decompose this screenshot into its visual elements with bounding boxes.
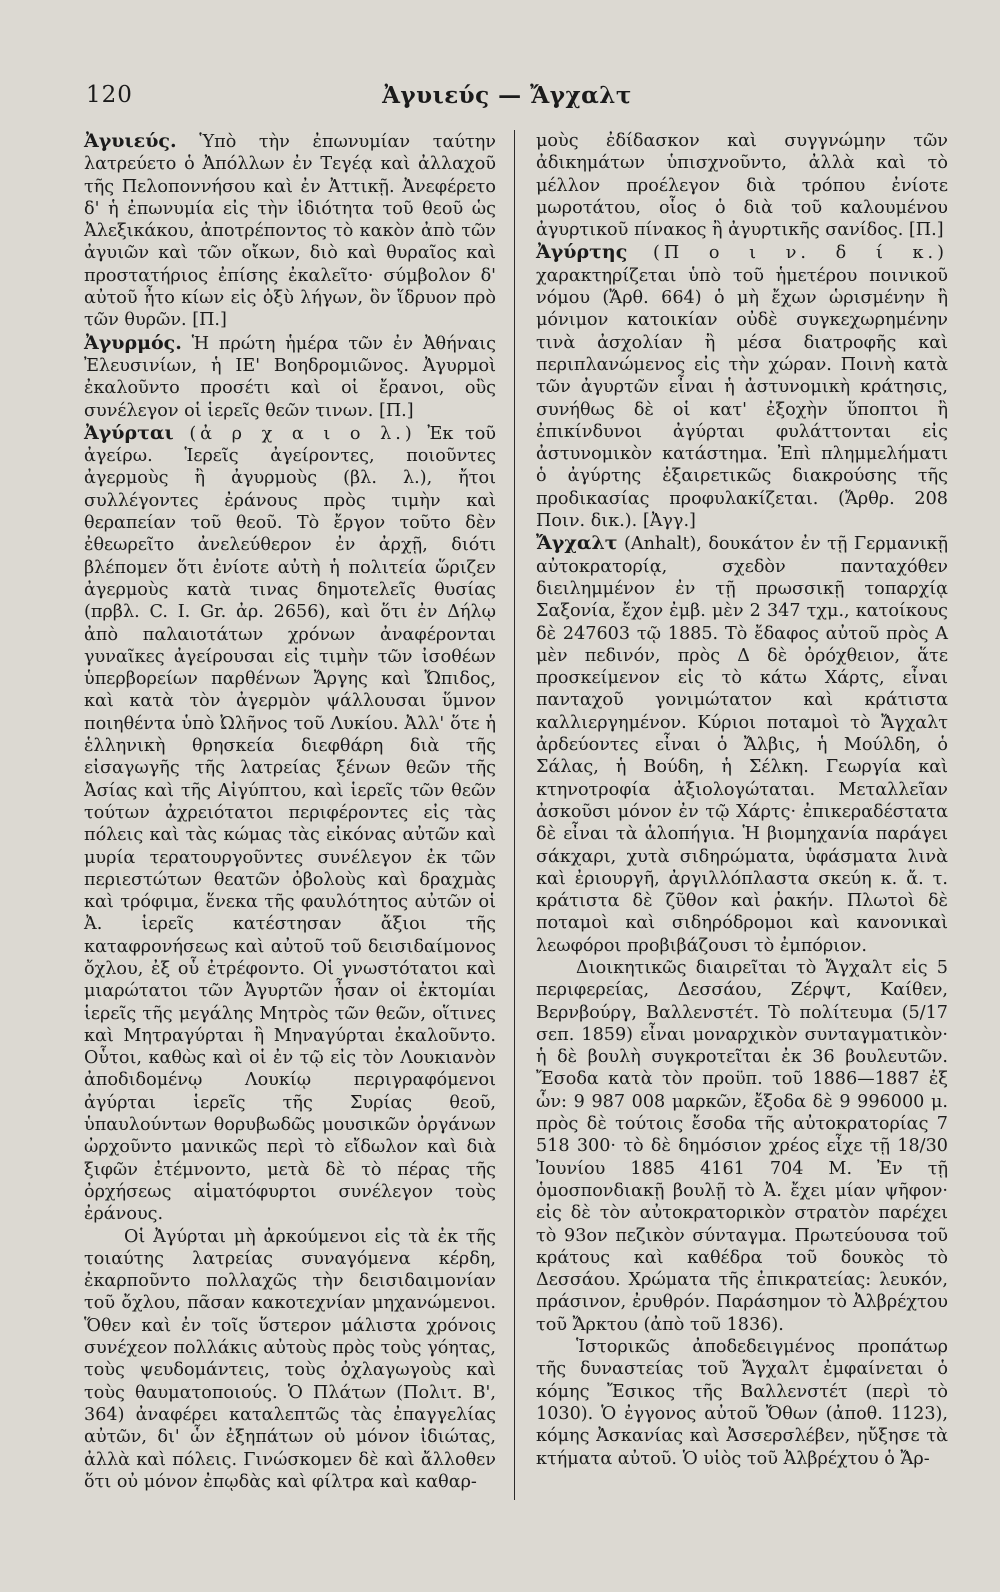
- entry-category: (ἀ ρ χ α ι ο λ.): [173, 423, 416, 444]
- right-column: [536, 130, 948, 1470]
- entry-paragraph: [536, 957, 948, 1336]
- entry-paragraph: [84, 332, 496, 422]
- entry-paragraph: [84, 422, 496, 1226]
- entry-text: Ἱστορικῶς ἀποδεδειγμένος προπάτωρ τῆς δυναστείας τοῦ Ἄγχαλτ ἐμφαίνεται ὁ κόμης Ἔσικος τῆς Βαλλενστέτ (περὶ τὸ 1030). Ὁ ἐγγονος αὐτοῦ Ὄθων (ἀποθ. 1123), κόμης Ἀσκανίας καὶ Ἀσσερσλέβεν, ηὔξησε τὰ κτήματα αὐτοῦ. Ὁ υἱὸς τοῦ Ἀλβρέχτου ὁ Ἄρ-: [536, 1337, 948, 1469]
- entry-text: Οἱ Ἀγύρται μὴ ἀρκούμενοι εἰς τὰ ἐκ τῆς τοιαύτης λατρείας συναγόμενα κέρδη, ἐκαρποῦντο πολλαχῶς τὴν δεισιδαιμονίαν τοῦ ὄχλου, πᾶσαν κακοτεχνίαν μηχανώμενοι. Ὅθεν καὶ ἐν τοῖς ὕστερον μάλιστα χρόνοις συνέχεον πολλάκις αὐτοὺς πρὸς τοὺς γόητας, τοὺς ψευδομάντεις, τοὺς ὀχλαγωγοὺς καὶ τοὺς θαυματοποιούς. Ὁ Πλάτων (Πολιτ. Β', 364) ἀναφέρει καταλεπτῶς τὰς ἐπαγγελίας αὐτῶν, δι' ὧν ἐξηπάτων οὐ μόνον ἰδιώτας, ἀλλὰ καὶ πόλεις. Γινώσκομεν δὲ καὶ ἄλλοθεν ὅτι οὐ μόνον ἐπῳδὰς καὶ φίλτρα καὶ καθαρ-: [84, 1226, 496, 1492]
- entry-paragraph: [536, 532, 948, 957]
- entry-headword: Ἄγχαλτ: [536, 532, 618, 555]
- page-number: 120: [86, 82, 133, 108]
- entry-paragraph: [536, 241, 948, 532]
- entry-headword: Ἀγυρμός.: [84, 331, 182, 354]
- entry-headword: Ἀγυιεύς.: [84, 130, 177, 152]
- column-divider: [514, 130, 515, 1500]
- entry-text: Διοικητικῶς διαιρεῖται τὸ Ἄγχαλτ εἰς 5 περιφερείας, Δεσσάου, Ζέρψτ, Καίθεν, Βερνβούργ, Βαλλενστέτ. Τὸ πολίτευμα (5/17 σεπ. 1859) εἶναι μοναρχικὸν συνταγματικὸν· ἡ δὲ βουλὴ συγκροτεῖται ἐκ 36 βουλευτῶν. Ἔσοδα κατὰ τὸν προϋπ. τοῦ 1886—1887 ἐξ ὧν: 9 987 008 μαρκῶν, ἔξοδα δὲ 9 996000 μ. πρὸς δὲ τούτοις ἔσοδα τῆς αὐτοκρατορίας 7 518 300· τὸ δὲ δημόσιον χρέος εἶχε τῇ 18/30 Ἰουνίου 1885 4161 704 Μ. Ἐν τῇ ὁμοσπονδιακῇ βουλῇ τὸ Ἀ. ἔχει μίαν ψῆφον· εἰς δὲ τὸν αὐτοκρατορικὸν στρατὸν παρέχει τὸ 93ον πεζικὸν σύνταγμα. Πρωτεύουσα τοῦ κράτους καὶ καθέδρα τοῦ δουκὸς τὸ Δεσσάου. Χρώματα τῆς ἐπικρατείας: λευκόν, πράσινον, ἐρυθρόν. Παράσημον τὸ Ἀλβρέχτου τοῦ Ἄρκτου (ἀπὸ τοῦ 1836).: [536, 957, 948, 1335]
- entry-category: (Π ο ι ν. δ ί κ.): [627, 243, 948, 264]
- entry-headword: Ἀγύρτης: [536, 241, 628, 264]
- entry-headword: Ἀγύρται: [84, 421, 174, 444]
- text-columns: [84, 130, 949, 1570]
- entry-text: Ἡ πρώτη ἡμέρα τῶν ἐν Ἀθήναις Ἐλευσινίων, ἡ ΙΕ' Βοηδρομιῶνος. Ἀγυρμοὶ ἐκαλοῦντο προσέτι καὶ οἱ ἔρανοι, οὓς συνέλεγον οἱ ἱερεῖς θεῶν τινων. [Π.]: [84, 333, 496, 421]
- running-head: Ἀγυιεύς — Ἄγχαλτ: [382, 82, 632, 109]
- entry-text: δουκάτον ἐν τῇ Γερμανικῇ αὐτοκρατορίᾳ, σχεδὸν πανταχόθεν διειλημμένον ἐν τῇ πρωσσικῇ τοπαρχίᾳ Σαξονία, ἔχον ἐμβ. μὲν 2 347 τχμ., κατοίκους δὲ 247603 τῷ 1885. Τὸ ἔδαφος αὐτοῦ πρὸς Α μὲν πεδινόν, πρὸς Δ δὲ ὀρόχθειον, ἅτε προσκείμενον εἰς τὸ κάτω Χάρτς, εἶναι πανταχοῦ γονιμώτατον καὶ κράτιστα καλλιεργημένον. Κύριοι ποταμοὶ τὸ Ἄγχαλτ ἀρδεύοντες εἶναι ὁ Ἄλβις, ἡ Μούλδη, ὁ Σάλας, ἡ Βούδη, ἡ Σέλκη. Γεωργία καὶ κτηνοτροφία ἀξιολογώταται. Μεταλλεῖαν ἀσκοῦσι μόνον ἐν τῷ Χάρτς· ἐπικεραδέστατα δὲ εἶναι τὰ ἁλοπήγια. Ἡ βιομηχανία παράγει σάκχαρι, χυτὰ σιδηρώματα, ὑφάσματα λινὰ καὶ ἐριουργῆ, ἀργιλλόπλαστα σκεύη κ. ἄ. τ. κράτιστα δὲ ζῦθον καὶ ῥακήν. Πλωτοὶ δὲ ποταμοὶ καὶ σιδηρόδρομοι καὶ κανονικαὶ λεωφόροι προβιβάζουσι τὸ ἐμπόριον.: [536, 534, 949, 956]
- entry-paragraph: [84, 130, 496, 332]
- entry-paragraph: [84, 1226, 496, 1494]
- entry-gloss: (Anhalt),: [617, 534, 702, 555]
- entry-paragraph: [536, 1336, 948, 1470]
- entry-text: μοὺς ἐδίδασκον καὶ συγγνώμην τῶν ἀδικημάτων ὑπισχνοῦντο, ἀλλὰ καὶ τὸ μέλλον προέλεγον διὰ τρόπου ἐνίοτε μωροτάτου, οἷος ὁ διὰ τοῦ καλουμένου ἀγυρτικοῦ πίνακος ἢ ἀγυρτικῆς σανίδος. [Π.]: [536, 131, 948, 241]
- entry-text: Ἐκ τοῦ ἀγείρω. Ἱερεῖς ἀγείροντες, ποιοῦντες ἀγερμοὺς ἢ ἀγυρμοὺς (βλ. λ.), ἤτοι συλλέγοντες ἐράνους πρὸς τιμὴν καὶ θεραπείαν τοῦ θεοῦ. Τὸ ἔργον τοῦτο δὲν ἐθεωρεῖτο ἀνελεύθερον ἐν ἀρχῇ, διότι βλέπομεν ὅτι ἐνίοτε αὐτὴ ἡ πολιτεία ὥριζεν ἀγερμοὺς κατὰ τινας δημοτελεῖς θυσίας (πρβλ. C. I. Gr. ἀρ. 2656), καὶ ὅτι ἐν Δήλῳ ἀπὸ παλαιοτάτων χρόνων ἀναφέρονται γυναῖκες ἀγείρουσαι εἰς τιμὴν τῶν ἰσοθέων ὑπερβορείων παρθένων Ἄργης καὶ Ὤπιδος, καὶ κατὰ τὸν ἀγερμὸν ψάλλουσαι ὕμνον ποιηθέντα ὑπὸ Ὠλῆνος τοῦ Λυκίου. Ἀλλ' ὅτε ἡ ἑλληνικὴ θρησκεία διεφθάρη διὰ τῆς εἰσαγωγῆς τῆς λατρείας ξένων θεῶν τῆς Ἀσίας καὶ τῆς Αἰγύπτου, καὶ ἱερεῖς τῶν θεῶν τούτων ἀχρειότατοι περιφέροντες εἰς τὰς πόλεις καὶ τὰς κώμας τὰς εἰκόνας αὐτῶν καὶ μυρία τερατουργοῦντες συνέλεγον ἐκ τῶν περιεστώτων θεατῶν ὀβολοὺς καὶ δραχμὰς καὶ τρόφιμα, ἕνεκα τῆς φαυλότητος αὐτῶν οἱ Ἀ. ἱερεῖς κατέστησαν ἄξιοι τῆς καταφρονήσεως καὶ αὐτοῦ τοῦ δεισιδαίμονος ὄχλου, ἐξ οὗ ἐτρέφοντο. Οἱ γνωστότατοι καὶ μιαρώτατοι τῶν Ἀγυρτῶν ἦσαν οἱ ἐκτομίαι ἱερεῖς τῆς μεγάλης Μητρὸς τῶν θεῶν, οἵτινες καὶ Μητραγύρται ἢ Μηναγύρται ἐκαλοῦντο. Οὗτοι, καθὼς καὶ οἱ ἐν τῷ εἰς τὸν Λουκιανὸν ἀποδιδομένῳ Λουκίῳ περιγραφόμενοι ἀγύρται ἱερεῖς τῆς Συρίας θεοῦ, ὑπαυλούντων θορυβωδῶς μουσικῶν ὀργάνων ὠρχοῦντο μανικῶς περὶ τὸ εἴδωλον καὶ διὰ ξιφῶν ἐτέμνοντο, μετὰ δὲ τὸ πέρας τῆς ὀρχήσεως αἱματόφυρτοι συνέλεγον τοὺς ἐράνους.: [84, 423, 496, 1225]
- entry-text: χαρακτηρίζεται ὑπὸ τοῦ ἡμετέρου ποινικοῦ νόμου (Ἄρθ. 664) ὁ μὴ ἔχων ὡρισμένην ἢ μόνιμον κατοικίαν οὐδὲ συγκεχωρημένην τινὰ ἀσχολίαν ἢ μέσα διατροφῆς καὶ περιπλανώμενος εἰς τὴν χώραν. Ποινὴ κατὰ τῶν ἀγυρτῶν εἶναι ἡ ἀστυνομικὴ κράτησις, συνήθως δὲ οἱ κατ' ἐξοχὴν ὕποπτοι ἢ ἐπικίνδυνοι ἀγύρται φυλάττονται εἰς ἀστυνομικὸν κατάστημα. Ἐπὶ πλημμελήματι ὁ ἀγύρτης ἐξαιρετικῶς διακρούσης τῆς προδικασίας προφυλακίζεται. (Ἄρθρ. 208 Ποιν. δικ.). [Ἀγγ.]: [536, 265, 948, 532]
- entry-text: Ὑπὸ τὴν ἐπωνυμίαν ταύτην λατρεύετο ὁ Ἀπόλλων ἐν Τεγέᾳ καὶ ἀλλαχοῦ τῆς Πελοποννήσου καὶ ἐν Ἀττικῇ. Ἀνεφέρετο δ' ἡ ἐπωνυμία εἰς τὴν ἰδιότητα τοῦ θεοῦ ὡς Ἀλεξικάκου, ἀποτρέποντος τὸ κακὸν ἀπὸ τῶν ἀγυιῶν καὶ τῶν οἴκων, διὸ καὶ θυραῖος καὶ προστατήριος ἐπίσης ἐκαλεῖτο· σύμβολον δ' αὐτοῦ ἦτο κίων εἰς ὀξὺ λήγων, ὃν ἵδρυον πρὸ τῶν θυρῶν. [Π.]: [84, 132, 496, 331]
- left-column: [84, 130, 496, 1493]
- entry-paragraph: [536, 130, 948, 241]
- page-header: [84, 82, 930, 118]
